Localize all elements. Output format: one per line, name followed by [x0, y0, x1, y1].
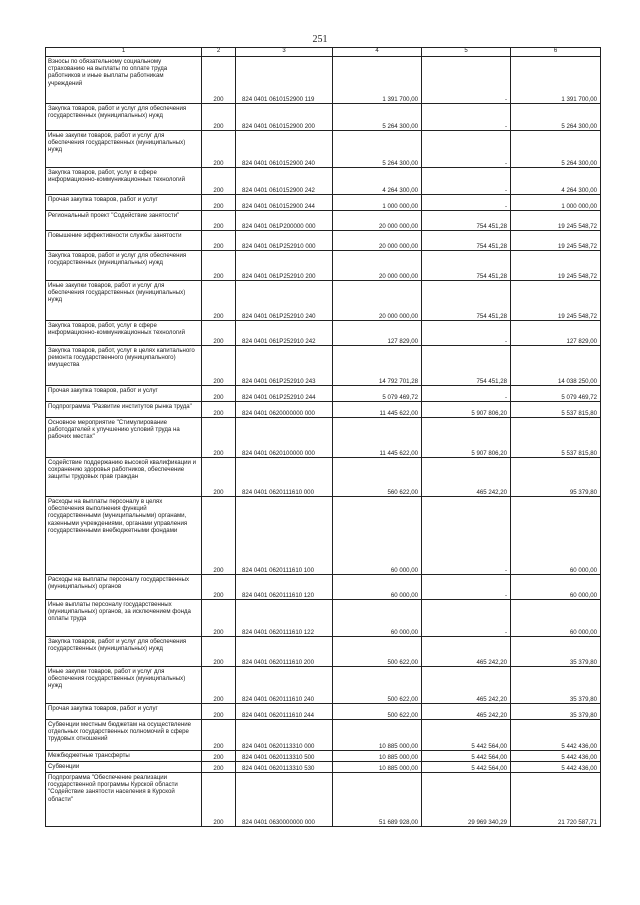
planned-amount-cell: 60 000,00	[333, 497, 422, 575]
remaining-amount-cell: 19 245 548,72	[511, 231, 601, 251]
column-header: 4	[333, 48, 422, 57]
executed-amount-cell: 5 907 806,20	[422, 418, 511, 458]
budget-code-cell: 824 0401 0620111610 000	[236, 458, 333, 497]
table-row	[46, 231, 601, 251]
row-name-cell: Межбюджетные трансферты	[46, 751, 202, 762]
table-row	[46, 704, 601, 720]
remaining-amount-cell: 19 245 548,72	[511, 251, 601, 281]
row-type-cell: 200	[202, 458, 236, 497]
executed-amount-cell: -	[422, 386, 511, 402]
budget-code-cell: 824 0401 061P252910 240	[236, 281, 333, 321]
table-row	[46, 418, 601, 458]
row-type-cell: 200	[202, 497, 236, 575]
budget-code-cell: 824 0401 0620113310 500	[236, 751, 333, 762]
executed-amount-cell: 465 242,20	[422, 667, 511, 704]
executed-amount-cell: 754 451,28	[422, 281, 511, 321]
table-row	[46, 211, 601, 231]
row-type-cell: 200	[202, 402, 236, 418]
table-row	[46, 458, 601, 497]
executed-amount-cell: 465 242,20	[422, 637, 511, 667]
table-row	[46, 168, 601, 195]
table-row	[46, 637, 601, 667]
budget-code-cell: 824 0401 0620000000 000	[236, 402, 333, 418]
table-row	[46, 720, 601, 751]
row-name-cell: Закупка товаров, работ, услуг в сфере информационно-коммуникационных технологий	[46, 321, 202, 346]
planned-amount-cell: 5 264 300,00	[333, 104, 422, 131]
table-row	[46, 104, 601, 131]
table-row	[46, 346, 601, 386]
table-row	[46, 131, 601, 168]
row-type-cell: 200	[202, 575, 236, 600]
executed-amount-cell: 754 451,28	[422, 211, 511, 231]
planned-amount-cell: 5 079 469,72	[333, 386, 422, 402]
row-type-cell: 200	[202, 751, 236, 762]
table-row	[46, 386, 601, 402]
row-type-cell: 200	[202, 346, 236, 386]
planned-amount-cell: 20 000 000,00	[333, 251, 422, 281]
row-type-cell: 200	[202, 195, 236, 211]
planned-amount-cell: 11 445 622,00	[333, 402, 422, 418]
executed-amount-cell: 5 442 564,00	[422, 720, 511, 751]
table-row	[46, 497, 601, 575]
row-type-cell: 200	[202, 720, 236, 751]
row-type-cell: 200	[202, 131, 236, 168]
row-name-cell: Закупка товаров, работ и услуг для обеспечения государственных (муниципальных) нужд	[46, 251, 202, 281]
remaining-amount-cell: 19 245 548,72	[511, 281, 601, 321]
budget-code-cell: 824 0401 061P252910 244	[236, 386, 333, 402]
budget-code-cell: 824 0401 0620100000 000	[236, 418, 333, 458]
planned-amount-cell: 10 885 000,00	[333, 762, 422, 773]
page-number: 251	[312, 34, 328, 45]
row-type-cell: 200	[202, 762, 236, 773]
planned-amount-cell: 60 000,00	[333, 575, 422, 600]
planned-amount-cell: 10 885 000,00	[333, 720, 422, 751]
remaining-amount-cell: 5 079 469,72	[511, 386, 601, 402]
row-name-cell: Прочая закупка товаров, работ и услуг	[46, 704, 202, 720]
budget-code-cell: 824 0401 0620113310 530	[236, 762, 333, 773]
planned-amount-cell: 560 622,00	[333, 458, 422, 497]
planned-amount-cell: 14 792 701,28	[333, 346, 422, 386]
remaining-amount-cell: 60 000,00	[511, 497, 601, 575]
row-name-cell: Основное мероприятие "Стимулирование работодателей к улучшению условий труда на рабочих местах"	[46, 418, 202, 458]
executed-amount-cell: 754 451,28	[422, 251, 511, 281]
remaining-amount-cell: 1 000 000,00	[511, 195, 601, 211]
remaining-amount-cell: 35 379,80	[511, 637, 601, 667]
budget-code-cell: 824 0401 0620111610 100	[236, 497, 333, 575]
executed-amount-cell: 754 451,28	[422, 346, 511, 386]
planned-amount-cell: 500 622,00	[333, 667, 422, 704]
row-name-cell: Субвенции	[46, 762, 202, 773]
budget-code-cell: 824 0401 0610152900 200	[236, 104, 333, 131]
remaining-amount-cell: 60 000,00	[511, 575, 601, 600]
row-name-cell: Содействие поддержанию высокой квалификации и сохранению здоровья работников, обеспечение защиты трудовых прав граждан	[46, 458, 202, 497]
row-type-cell: 200	[202, 704, 236, 720]
table-row	[46, 57, 601, 104]
remaining-amount-cell: 4 264 300,00	[511, 168, 601, 195]
row-type-cell: 200	[202, 281, 236, 321]
row-name-cell: Расходы на выплаты персоналу государственных (муниципальных) органов	[46, 575, 202, 600]
row-type-cell: 200	[202, 667, 236, 704]
planned-amount-cell: 1 000 000,00	[333, 195, 422, 211]
budget-code-cell: 824 0401 0610152900 119	[236, 57, 333, 104]
row-type-cell: 200	[202, 637, 236, 667]
row-name-cell: Субвенции местным бюджетам на осуществление отдельных государственных полномочий в сфере трудовых отношений	[46, 720, 202, 751]
row-name-cell: Иные закупки товаров, работ и услуг для обеспечения государственных (муниципальных) нужд	[46, 281, 202, 321]
budget-code-cell: 824 0401 0620113310 000	[236, 720, 333, 751]
remaining-amount-cell: 35 379,80	[511, 667, 601, 704]
row-type-cell: 200	[202, 773, 236, 827]
planned-amount-cell: 127 829,00	[333, 321, 422, 346]
row-type-cell: 200	[202, 168, 236, 195]
column-header: 6	[511, 48, 601, 57]
budget-code-cell: 824 0401 0620111610 122	[236, 600, 333, 637]
remaining-amount-cell: 14 038 250,00	[511, 346, 601, 386]
planned-amount-cell: 51 689 928,00	[333, 773, 422, 827]
table-row	[46, 600, 601, 637]
row-type-cell: 200	[202, 211, 236, 231]
row-name-cell: Иные закупки товаров, работ и услуг для обеспечения государственных (муниципальных) нужд	[46, 667, 202, 704]
executed-amount-cell: -	[422, 168, 511, 195]
remaining-amount-cell: 5 264 300,00	[511, 104, 601, 131]
remaining-amount-cell: 60 000,00	[511, 600, 601, 637]
row-type-cell: 200	[202, 321, 236, 346]
row-name-cell: Расходы на выплаты персоналу в целях обеспечения выполнения функций государственными (муниципальными) органами, казенными учреждениями, органами управления государственными внебюджетными фондами	[46, 497, 202, 575]
budget-code-cell: 824 0401 0610152900 240	[236, 131, 333, 168]
executed-amount-cell: -	[422, 497, 511, 575]
planned-amount-cell: 60 000,00	[333, 600, 422, 637]
remaining-amount-cell: 127 829,00	[511, 321, 601, 346]
planned-amount-cell: 1 391 700,00	[333, 57, 422, 104]
row-type-cell: 200	[202, 57, 236, 104]
table-row	[46, 575, 601, 600]
remaining-amount-cell: 21 720 587,71	[511, 773, 601, 827]
remaining-amount-cell: 5 537 815,80	[511, 418, 601, 458]
row-name-cell: Закупка товаров, работ и услуг для обеспечения государственных (муниципальных) нужд	[46, 637, 202, 667]
planned-amount-cell: 11 445 622,00	[333, 418, 422, 458]
row-name-cell: Подпрограмма "Обеспечение реализации государственной программы Курской области "Содействие занятости населения в Курской области"	[46, 773, 202, 827]
planned-amount-cell: 4 264 300,00	[333, 168, 422, 195]
remaining-amount-cell: 5 442 436,00	[511, 751, 601, 762]
budget-code-cell: 824 0401 0620111610 244	[236, 704, 333, 720]
executed-amount-cell: -	[422, 131, 511, 168]
planned-amount-cell: 500 622,00	[333, 637, 422, 667]
budget-code-cell: 824 0401 0620111610 200	[236, 637, 333, 667]
executed-amount-cell: 754 451,28	[422, 231, 511, 251]
planned-amount-cell: 20 000 000,00	[333, 211, 422, 231]
budget-code-cell: 824 0401 0630000000 000	[236, 773, 333, 827]
executed-amount-cell: -	[422, 600, 511, 637]
row-type-cell: 200	[202, 386, 236, 402]
executed-amount-cell: 465 242,20	[422, 704, 511, 720]
executed-amount-cell: -	[422, 195, 511, 211]
row-name-cell: Региональный проект "Содействие занятости"	[46, 211, 202, 231]
budget-code-cell: 824 0401 0620111610 240	[236, 667, 333, 704]
row-name-cell: Иные выплаты персоналу государственных (муниципальных) органов, за исключением фонда оплаты труда	[46, 600, 202, 637]
executed-amount-cell: 5 442 564,00	[422, 751, 511, 762]
row-name-cell: Прочая закупка товаров, работ и услуг	[46, 195, 202, 211]
executed-amount-cell: -	[422, 104, 511, 131]
budget-code-cell: 824 0401 061P200000 000	[236, 211, 333, 231]
table-row	[46, 773, 601, 827]
table-row	[46, 762, 601, 773]
executed-amount-cell: 465 242,20	[422, 458, 511, 497]
row-type-cell: 200	[202, 251, 236, 281]
row-type-cell: 200	[202, 104, 236, 131]
column-header: 3	[236, 48, 333, 57]
row-type-cell: 200	[202, 600, 236, 637]
table-row	[46, 195, 601, 211]
remaining-amount-cell: 5 442 436,00	[511, 762, 601, 773]
budget-table	[45, 47, 601, 827]
row-name-cell: Подпрограмма "Развитие институтов рынка труда"	[46, 402, 202, 418]
executed-amount-cell: 5 442 564,00	[422, 762, 511, 773]
row-name-cell: Закупка товаров, работ, услуг в целях капитального ремонта государственного (муниципального) имущества	[46, 346, 202, 386]
table-row	[46, 251, 601, 281]
executed-amount-cell: -	[422, 321, 511, 346]
row-name-cell: Закупка товаров, работ, услуг в сфере информационно-коммуникационных технологий	[46, 168, 202, 195]
row-name-cell: Закупка товаров, работ и услуг для обеспечения государственных (муниципальных) нужд	[46, 104, 202, 131]
planned-amount-cell: 10 885 000,00	[333, 751, 422, 762]
row-name-cell: Повышение эффективности службы занятости	[46, 231, 202, 251]
row-name-cell: Прочая закупка товаров, работ и услуг	[46, 386, 202, 402]
executed-amount-cell: 29 969 340,29	[422, 773, 511, 827]
executed-amount-cell: -	[422, 575, 511, 600]
planned-amount-cell: 20 000 000,00	[333, 281, 422, 321]
table-row	[46, 281, 601, 321]
executed-amount-cell: -	[422, 57, 511, 104]
remaining-amount-cell: 1 391 700,00	[511, 57, 601, 104]
planned-amount-cell: 20 000 000,00	[333, 231, 422, 251]
budget-code-cell: 824 0401 061P252910 200	[236, 251, 333, 281]
row-type-cell: 200	[202, 231, 236, 251]
remaining-amount-cell: 5 264 300,00	[511, 131, 601, 168]
table-row	[46, 321, 601, 346]
budget-code-cell: 824 0401 061P252910 242	[236, 321, 333, 346]
planned-amount-cell: 5 264 300,00	[333, 131, 422, 168]
remaining-amount-cell: 19 245 548,72	[511, 211, 601, 231]
budget-code-cell: 824 0401 061P252910 000	[236, 231, 333, 251]
row-name-cell: Иные закупки товаров, работ и услуг для обеспечения государственных (муниципальных) нужд	[46, 131, 202, 168]
table-row	[46, 751, 601, 762]
remaining-amount-cell: 5 537 815,80	[511, 402, 601, 418]
budget-code-cell: 824 0401 0610152900 242	[236, 168, 333, 195]
column-header: 5	[422, 48, 511, 57]
planned-amount-cell: 500 622,00	[333, 704, 422, 720]
remaining-amount-cell: 5 442 436,00	[511, 720, 601, 751]
remaining-amount-cell: 35 379,80	[511, 704, 601, 720]
column-header: 1	[46, 48, 202, 57]
table-row	[46, 667, 601, 704]
budget-code-cell: 824 0401 061P252910 243	[236, 346, 333, 386]
column-header: 2	[202, 48, 236, 57]
budget-code-cell: 824 0401 0620111610 120	[236, 575, 333, 600]
row-type-cell: 200	[202, 418, 236, 458]
remaining-amount-cell: 95 379,80	[511, 458, 601, 497]
table-row	[46, 402, 601, 418]
row-name-cell: Взносы по обязательному социальному страхованию на выплаты по оплате труда работников и иные выплаты работникам учреждений	[46, 57, 202, 104]
executed-amount-cell: 5 907 806,20	[422, 402, 511, 418]
budget-code-cell: 824 0401 0610152900 244	[236, 195, 333, 211]
table-header-row	[46, 48, 601, 57]
